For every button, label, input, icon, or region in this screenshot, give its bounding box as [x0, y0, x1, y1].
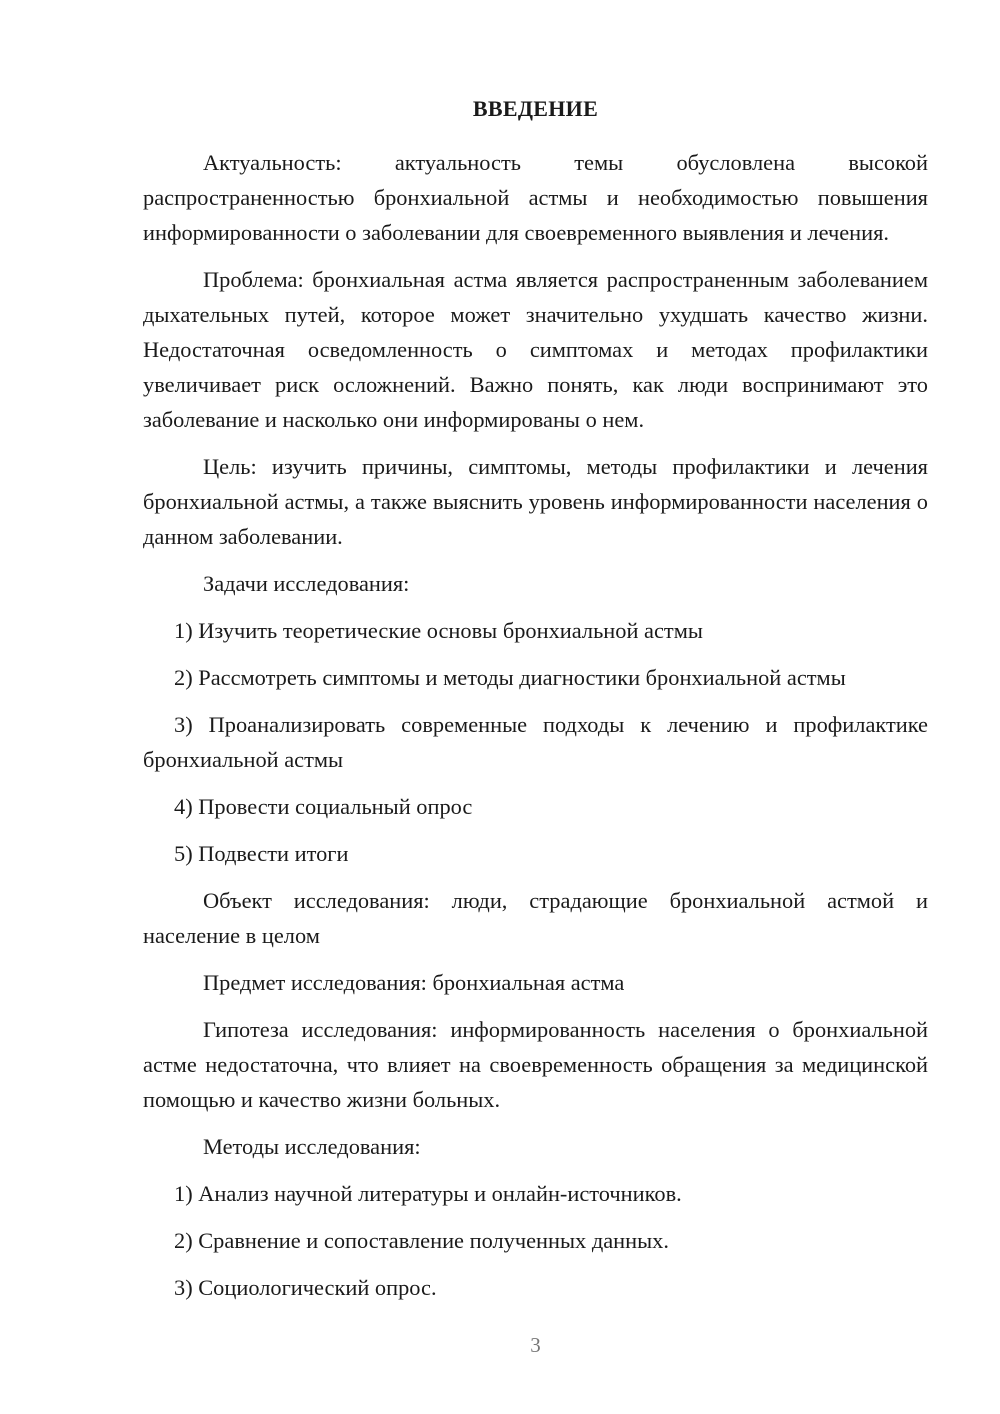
problem-paragraph: Проблема: бронхиальная астма является распространенным заболеванием дыхательных путей, которое может значительно ухудшать качество жизни. Недостаточная осведомленность о симптомах и методах профилактики увеличивает риск осложнений. Важно понять, как люди воспринимают это заболевание и насколько они информированы о нем. — [143, 267, 928, 432]
page-number: 3 — [530, 1333, 541, 1357]
tasks-heading: Задачи исследования: — [203, 571, 410, 596]
relevance-paragraph: Актуальность: актуальность темы обусловлена высокой распространенностью бронхиальной астмы и необходимостью повышения информированности о заболевании для своевременного выявления и лечения. — [143, 150, 928, 245]
method-item: 3) Социологический опрос. — [174, 1275, 437, 1300]
page-title: ВВЕДЕНИЕ — [472, 96, 599, 121]
goal-paragraph: Цель: изучить причины, симптомы, методы профилактики и лечения бронхиальной астмы, а также выяснить уровень информированности населения о данном заболевании. — [143, 454, 928, 549]
method-item: 1) Анализ научной литературы и онлайн-источников. — [174, 1181, 682, 1206]
task-item: 4) Провести социальный опрос — [174, 794, 473, 819]
task-item: 5) Подвести итоги — [174, 841, 349, 866]
subject-paragraph: Предмет исследования: бронхиальная астма — [203, 970, 625, 995]
hypothesis-paragraph: Гипотеза исследования: информированность населения о бронхиальной астме недостаточна, что влияет на своевременность обращения за медицинской помощью и качество жизни больных. — [143, 1017, 928, 1112]
method-item: 2) Сравнение и сопоставление полученных данных. — [174, 1228, 669, 1253]
object-paragraph: Объект исследования: люди, страдающие бронхиальной астмой и население в целом — [143, 888, 928, 948]
methods-heading: Методы исследования: — [203, 1134, 421, 1159]
document-page — [143, 92, 928, 1317]
task-item: 2) Рассмотреть симптомы и методы диагностики бронхиальной астмы — [174, 665, 846, 690]
task-item: 1) Изучить теоретические основы бронхиальной астмы — [174, 618, 703, 643]
task-item: 3) Проанализировать современные подходы к лечению и профилактике бронхиальной астмы — [143, 712, 928, 772]
